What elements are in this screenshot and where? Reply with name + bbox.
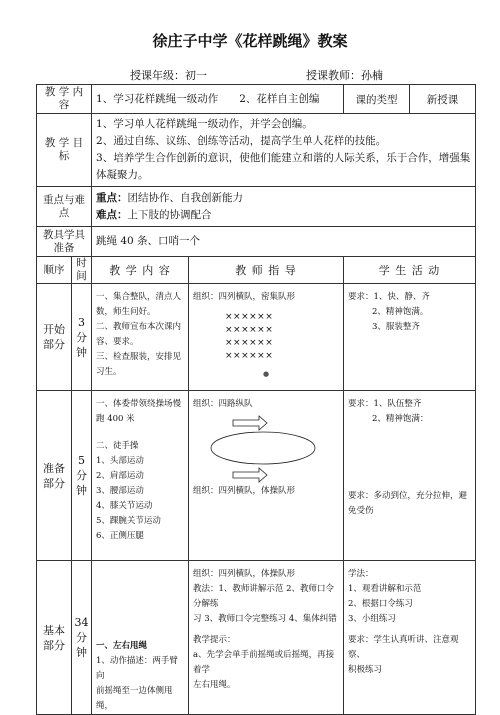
section-time: 5分钟	[72, 391, 92, 561]
lesson-type-cell	[344, 85, 476, 114]
teacher-label: 授课教师：孙楠	[306, 69, 383, 82]
section-content: 一、左右甩绳 1、动作描述：两手臂向 前摇绳至一边体侧甩绳，	[92, 561, 189, 715]
content-row	[37, 85, 476, 114]
header-time: 时间	[72, 257, 92, 284]
formation-diagram: ×××××× ×××××× ×××××× ××××××	[225, 312, 274, 361]
section-start	[37, 284, 476, 391]
arrow-right-icon	[233, 468, 267, 482]
section-name: 基本部分	[37, 561, 72, 715]
goals-label: 教 学 目 标	[37, 114, 92, 187]
header-guidance: 教 师 指 导	[189, 257, 344, 284]
lesson-type-label: 课的类型	[344, 85, 410, 113]
section-time: 3分钟	[72, 284, 92, 391]
keys-row	[37, 187, 476, 227]
section-time: 34分钟	[72, 561, 92, 715]
keys-text	[92, 187, 476, 227]
focus-text: 团结协作、自我创新能力	[127, 191, 244, 204]
track-ellipse	[211, 432, 315, 464]
section-name: 准备部分	[37, 391, 72, 561]
lesson-type-value: 新授课	[426, 93, 459, 106]
lesson-plan-table	[36, 84, 476, 715]
section-content: 一、集合整队，清点人 数，师生问好。 二、教师宣布本次课内 容、要求。 三、检查服装，安排见 习生。	[92, 284, 189, 391]
section-activity: 要求：1、队伍整齐 2、精神饱满： 要求：多动到位，充分拉伸，避 免受伤	[344, 391, 476, 561]
teacher-marker-icon: ●	[262, 370, 270, 378]
header-content: 教 学 内 容	[92, 257, 189, 284]
section-content: 一、体委带领绕操场慢 跑 400 米 二、徒手操 1、头部运动 2、肩部运动 3、腰部运动 4、膝关节运动 5、踝腕关节运动 6、正侧压腿	[92, 391, 189, 561]
equipment-row	[37, 227, 476, 257]
goal-line: 1、学习单人花样跳绳一级动作，并学会创编。	[96, 118, 313, 130]
section-guidance: 组织：四列横队，密集队形 ×××××× ×××××× ×××××× ×××××× ●	[189, 284, 344, 391]
difficulty-text: 上下肢的协调配合	[127, 208, 212, 221]
header-order: 顺序	[37, 257, 72, 284]
grade-label: 授课年级：初一	[130, 69, 207, 82]
header-row	[37, 257, 476, 284]
arrow-right-icon	[233, 416, 267, 430]
content-label: 教 学 内 容	[37, 85, 92, 114]
section-prepare	[37, 391, 476, 561]
equipment-label: 教具学具准备	[37, 227, 92, 257]
section-basic	[37, 561, 476, 715]
section-name: 开始部分	[37, 284, 72, 391]
running-route-diagram	[193, 414, 333, 484]
goal-line: 2、通过自练、议练、创练等活动，提高学生单人花样的技能。	[96, 135, 387, 147]
content-text: 1、学习花样跳绳一级动作 2、花样自主创编	[92, 85, 344, 114]
equipment-text: 跳绳 40 条、口哨一个	[92, 227, 476, 257]
section-activity: 要求：1、快、静、齐 2、精神饱满。 3、服装整齐	[344, 284, 476, 391]
page-title: 徐庄子中学《花样跳绳》教案	[152, 32, 348, 50]
goals-row	[37, 114, 476, 187]
goal-line: 3、培养学生合作创新的意识，使他们能建立和谐的人际关系，乐于合作，增强集	[96, 152, 471, 164]
section-guidance: 组织：四列横队，体操队形 教法：1、教师讲解示范 2、教师口令分解练 习 3、教师口令完整练习 4、集体纠错 教学提示： a、先学会单手前摇绳或后摇绳，再接着学 左右甩绳。	[189, 561, 344, 715]
keys-label: 重点与难点	[37, 187, 92, 227]
focus-tag: 重点：	[96, 191, 128, 204]
goals-text	[92, 114, 476, 187]
difficulty-tag: 难点：	[96, 208, 128, 221]
section-activity: 学法： 1、观看讲解和示范 2、根据口令练习 3、小组练习 要求：学生认真听讲、注意观察、 积极练习	[344, 561, 476, 715]
header-activity: 学 生 活 动	[344, 257, 476, 284]
section-guidance: 组织：四路纵队 组织：四列横队，体操队形	[189, 391, 344, 561]
goal-line: 体凝聚力。	[96, 169, 149, 181]
